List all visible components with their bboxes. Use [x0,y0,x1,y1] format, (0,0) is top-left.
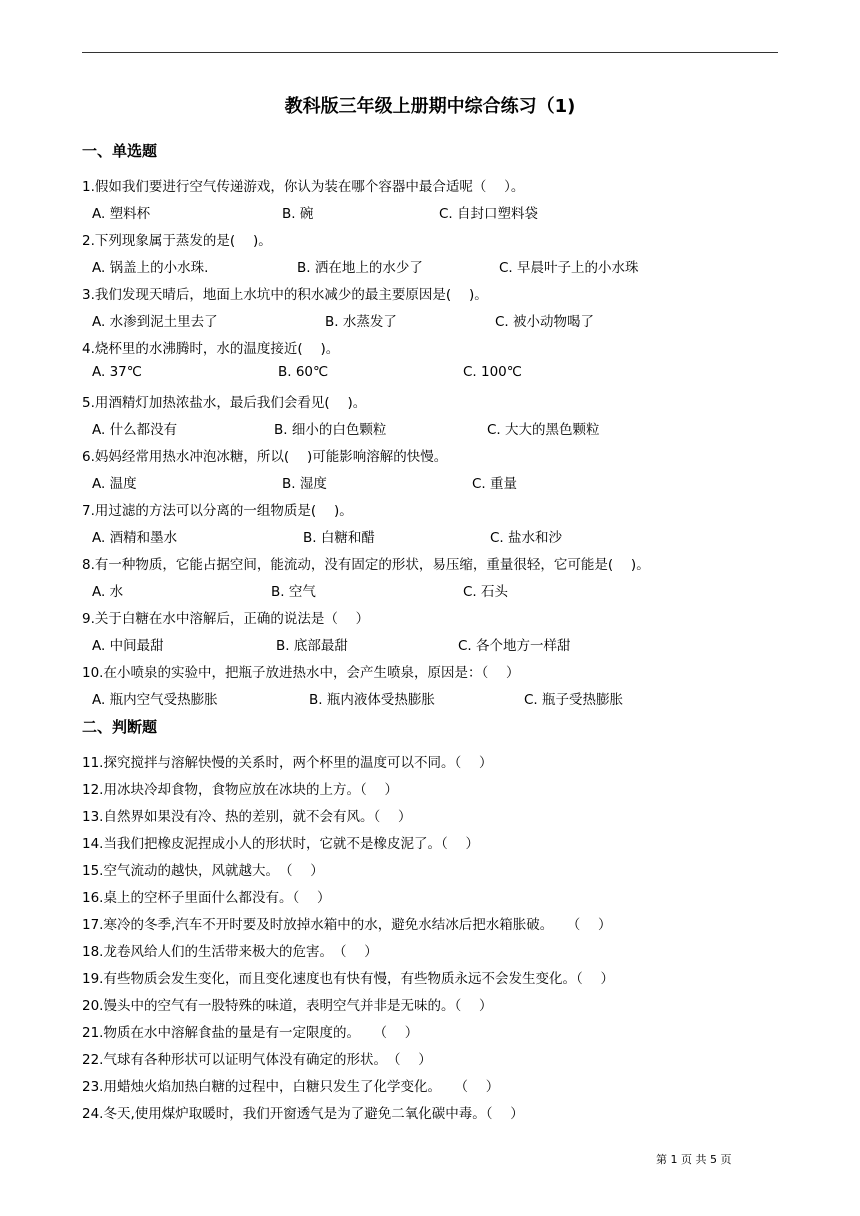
question-7: 7.用过滤的方法可以分离的一组物质是( )。 [82,503,353,519]
q10-option-b: B. 瓶内液体受热膨胀 [309,692,435,708]
section-heading-single-choice: 一、单选题 [82,142,158,160]
q10-option-a: A. 瓶内空气受热膨胀 [92,692,218,708]
q4-option-c: C. 100℃ [463,364,522,380]
question-11: 11.探究搅拌与溶解快慢的关系时，两个杯里的温度可以不同。（ ） [82,755,493,771]
question-14: 14.当我们把橡皮泥捏成小人的形状时，它就不是橡皮泥了。（ ） [82,836,480,852]
q3-option-a: A. 水渗到泥土里去了 [92,314,218,330]
q4-option-b: B. 60℃ [278,364,329,380]
question-6: 6.妈妈经常用热水冲泡冰糖，所以( )可能影响溶解的快慢。 [82,449,448,465]
q1-option-c: C. 自封口塑料袋 [439,206,539,222]
q2-option-a: A. 锅盖上的小水珠. [92,260,209,276]
q5-option-c: C. 大大的黑色颗粒 [487,422,600,438]
q6-option-a: A. 温度 [92,476,137,492]
question-17: 17.寒冷的冬季,汽车不开时要及时放掉水箱中的水，避免水结冰后把水箱胀破。 （ ） [82,917,612,933]
page-number-footer: 第 1 页 共 5 页 [656,1153,732,1166]
question-21: 21.物质在水中溶解食盐的量是有一定限度的。 （ ） [82,1025,419,1041]
question-18: 18.龙卷风给人们的生活带来极大的危害。 （ ） [82,944,378,960]
question-12: 12.用冰块冷却食物，食物应放在冰块的上方。（ ） [82,782,399,798]
q7-option-c: C. 盐水和沙 [490,530,563,546]
q6-option-b: B. 湿度 [282,476,327,492]
q3-option-c: C. 被小动物喝了 [495,314,595,330]
header-rule [82,52,778,53]
question-22: 22.气球有各种形状可以证明气体没有确定的形状。 （ ） [82,1052,432,1068]
q7-option-b: B. 白糖和醋 [303,530,375,546]
q2-option-b: B. 洒在地上的水少了 [297,260,423,276]
section-heading-true-false: 二、判断题 [82,718,158,736]
q1-option-a: A. 塑料杯 [92,206,151,222]
question-13: 13.自然界如果没有冷、热的差别，就不会有风。（ ） [82,809,412,825]
question-19: 19.有些物质会发生变化，而且变化速度也有快有慢，有些物质永远不会发生变化。（ ） [82,971,615,987]
question-1: 1.假如我们要进行空气传递游戏，你认为装在哪个容器中最合适呢（ ）。 [82,179,525,195]
q7-option-a: A. 酒精和墨水 [92,530,178,546]
q6-option-c: C. 重量 [472,476,518,492]
q9-option-c: C. 各个地方一样甜 [458,638,571,654]
q4-option-a: A. 37℃ [92,364,142,380]
question-20: 20.馒头中的空气有一股特殊的味道，表明空气并非是无味的。（ ） [82,998,493,1014]
q2-option-c: C. 早晨叶子上的小水珠 [499,260,639,276]
q8-option-b: B. 空气 [271,584,316,600]
question-4: 4.烧杯里的水沸腾时，水的温度接近( )。 [82,341,340,357]
question-15: 15.空气流动的越快，风就越大。 （ ） [82,863,324,879]
question-24: 24.冬天,使用煤炉取暖时，我们开窗透气是为了避免二氧化碳中毒。（ ） [82,1106,524,1122]
q8-option-a: A. 水 [92,584,124,600]
question-3: 3.我们发现天晴后，地面上水坑中的积水减少的最主要原因是( )。 [82,287,488,303]
q5-option-a: A. 什么都没有 [92,422,178,438]
q10-option-c: C. 瓶子受热膨胀 [524,692,624,708]
q8-option-c: C. 石头 [463,584,509,600]
q5-option-b: B. 细小的白色颗粒 [274,422,387,438]
question-9: 9.关于白糖在水中溶解后，正确的说法是（ ） [82,611,370,627]
q9-option-a: A. 中间最甜 [92,638,164,654]
question-5: 5.用酒精灯加热浓盐水，最后我们会看见( )。 [82,395,367,411]
question-23: 23.用蜡烛火焰加热白糖的过程中，白糖只发生了化学变化。 （ ） [82,1079,500,1095]
q9-option-b: B. 底部最甜 [276,638,348,654]
q1-option-b: B. 碗 [282,206,314,222]
question-8: 8.有一种物质，它能占据空间，能流动，没有固定的形状，易压缩，重量很轻，它可能是( )。 [82,557,650,573]
question-16: 16.桌上的空杯子里面什么都没有。（ ） [82,890,331,906]
page-title: 教科版三年级上册期中综合练习（1) [284,96,576,117]
q3-option-b: B. 水蒸发了 [325,314,397,330]
question-2: 2.下列现象属于蒸发的是( )。 [82,233,272,249]
question-10: 10.在小喷泉的实验中，把瓶子放进热水中，会产生喷泉，原因是：（ ） [82,665,520,681]
